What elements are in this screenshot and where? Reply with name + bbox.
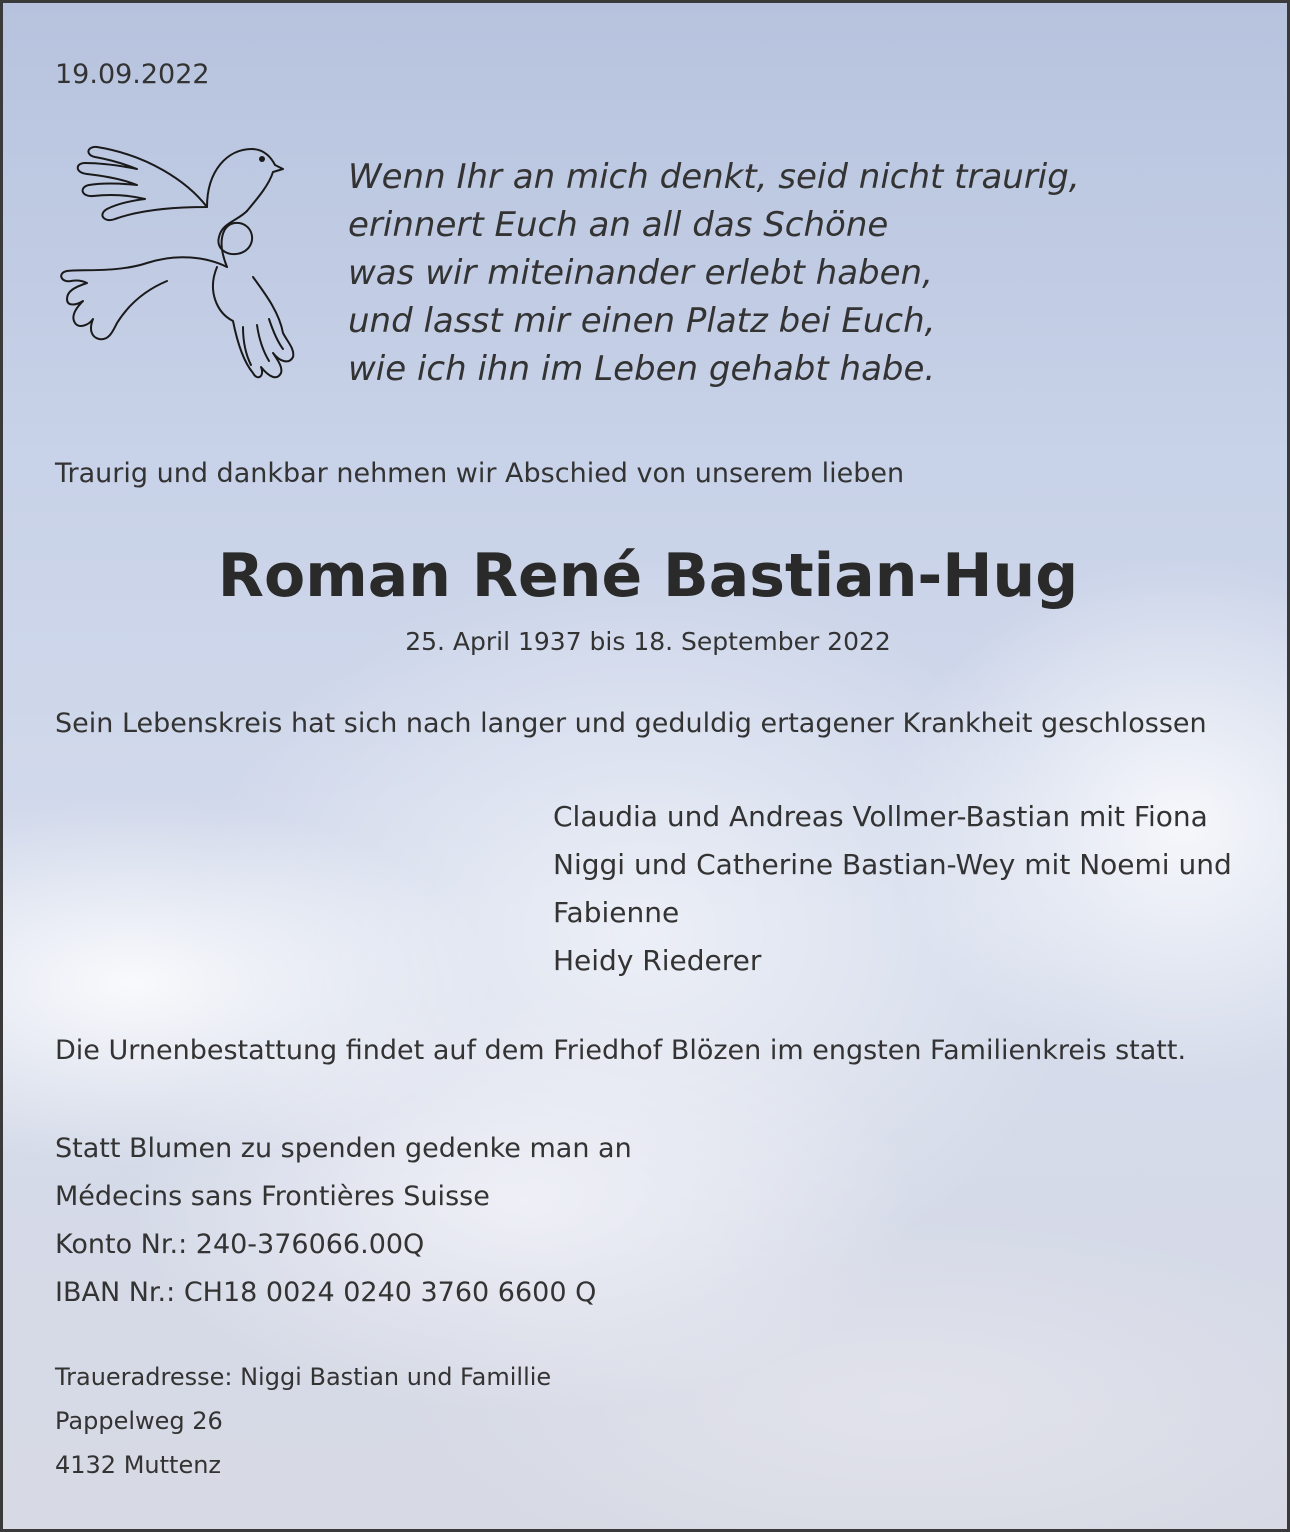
family-list bbox=[553, 793, 1232, 985]
publication-date: 19.09.2022 bbox=[55, 59, 210, 90]
poem-line: was wir miteinander erlebt haben, bbox=[348, 253, 933, 293]
poem-line: und lasst mir einen Platz bei Euch, bbox=[348, 301, 936, 341]
poem-line: wie ich ihn im Leben gehabt habe. bbox=[348, 349, 936, 389]
donation-info bbox=[55, 1125, 632, 1317]
donation-line: Konto Nr.: 240-376066.00Q bbox=[55, 1229, 425, 1260]
family-line: Claudia und Andreas Vollmer-Bastian mit Fiona bbox=[553, 800, 1208, 833]
mourning-address bbox=[55, 1355, 551, 1487]
intro-text: Traurig und dankbar nehmen wir Abschied von unserem lieben bbox=[55, 458, 905, 489]
family-line: Niggi und Catherine Bastian-Wey mit Noemi und bbox=[553, 848, 1232, 881]
lebenskreis-text: Sein Lebenskreis hat sich nach langer und geduldig ertagener Krankheit geschlossen bbox=[55, 708, 1207, 739]
life-dates: 25. April 1937 bis 18. September 2022 bbox=[405, 627, 891, 656]
poem bbox=[348, 153, 1080, 393]
donation-line: IBAN Nr.: CH18 0024 0240 3760 6600 Q bbox=[55, 1277, 597, 1308]
burial-notice: Die Urnenbestattung findet auf dem Friedhof Blözen im engsten Familienkreis statt. bbox=[55, 1035, 1187, 1066]
family-line: Fabienne bbox=[553, 896, 680, 929]
family-line: Heidy Riederer bbox=[553, 944, 762, 977]
dove-icon bbox=[57, 141, 303, 401]
address-line: Pappelweg 26 bbox=[55, 1407, 223, 1435]
donation-line: Statt Blumen zu spenden gedenke man an bbox=[55, 1133, 632, 1164]
address-line: Traueradresse: Niggi Bastian und Famillie bbox=[55, 1363, 552, 1391]
poem-line: erinnert Euch an all das Schöne bbox=[348, 205, 889, 245]
address-line: 4132 Muttenz bbox=[55, 1451, 222, 1479]
deceased-name: Roman René Bastian-Hug bbox=[217, 541, 1079, 611]
poem-line: Wenn Ihr an mich denkt, seid nicht traurig, bbox=[348, 157, 1080, 197]
donation-line: Médecins sans Frontières Suisse bbox=[55, 1181, 490, 1212]
